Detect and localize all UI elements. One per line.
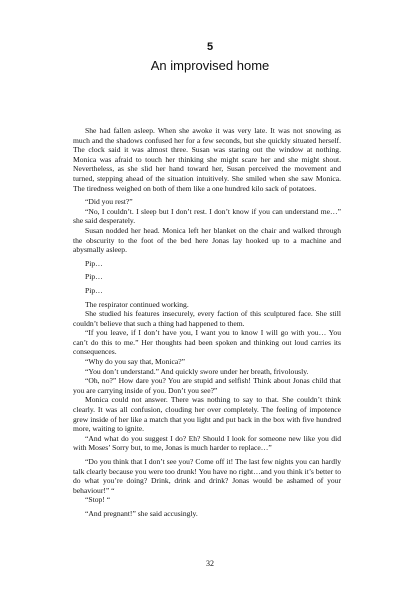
- paragraph: Monica could not answer. There was nothing to say to that. She couldn’t think clearly. It was all confusion, clouding her over completely. The feeling of impotence grew inside of her like a match that you light and put back in the box with five hundred more, waiting to ignite.: [73, 395, 341, 434]
- paragraph: She studied his features insecurely, every faction of this sculptured face. She still couldn’t believe that such a thing had happened to them.: [73, 309, 341, 328]
- paragraph: “Did you rest?”: [85, 197, 133, 207]
- paragraph: “Oh, no?” How dare you? You are stupid and selfish! Think about Jonas child that you are carrying inside of you. Don’t you see?”: [73, 376, 341, 395]
- paragraph: “Why do you say that, Monica?”: [85, 357, 185, 367]
- paragraph: “No, I couldn’t. I sleep but I don’t rest. I don’t know if you can understand me…” she said desperately.: [73, 206, 341, 226]
- paragraph: Susan nodded her head. Monica left her blanket on the chair and walked through the obscurity to the foot of the bed here Jonas lay hooked up to a machine and abysmally asleep.: [73, 225, 341, 255]
- chapter-body: [73, 126, 341, 519]
- paragraph: “And what do you suggest I do? Eh? Should I look for someone new like you did with Moses’ Sorry but, to me, Jonas is much harder to replace…”: [73, 433, 341, 453]
- paragraph: “You don’t understand.” And quickly swore under her breath, frivolously.: [85, 366, 309, 376]
- paragraph: Pip…: [85, 258, 103, 268]
- paragraph: “If you leave, if I don’t have you, I want you to know I will go with you… You can’t do this to me.” Her thoughts had been spoken and thinking out loud carries its consequences.: [73, 328, 341, 357]
- page-number: 32: [206, 559, 214, 568]
- paragraph: Pip…: [85, 272, 103, 282]
- paragraph: She had fallen asleep. When she awoke it was very late. It was not snowing as much and the shadows confused her for a few seconds, but she quickly situated herself. The clock said it was almost three. Susan was staring out the window at nothing. Monica was afraid to touch her thinking she might scare her and she might shout. Nevertheless, as she slid her hand toward her, Susan perceived the movement and turned, stepping ahead of the situation intuitively. She smiled when she saw Monica. The tiredness weighed on both of them like a one hundred kilo sack of potatoes.: [73, 126, 341, 193]
- chapter-title: An improvised home: [150, 58, 270, 73]
- chapter-number: 5: [206, 41, 214, 53]
- paragraph: “Stop! “: [85, 495, 111, 505]
- paragraph: The respirator continued working.: [85, 299, 189, 309]
- paragraph: Pip…: [85, 285, 103, 295]
- paragraph: “Do you think that I don’t see you? Come off it! The last few nights you can hardly talk clearly because you were too drunk! You have no right…and you think it’s better to do what you’re doing? Drink, drink and drink? Jonas would be ashamed of your behaviour!” “: [73, 457, 341, 495]
- paragraph: “And pregnant!” she said accusingly.: [85, 508, 198, 518]
